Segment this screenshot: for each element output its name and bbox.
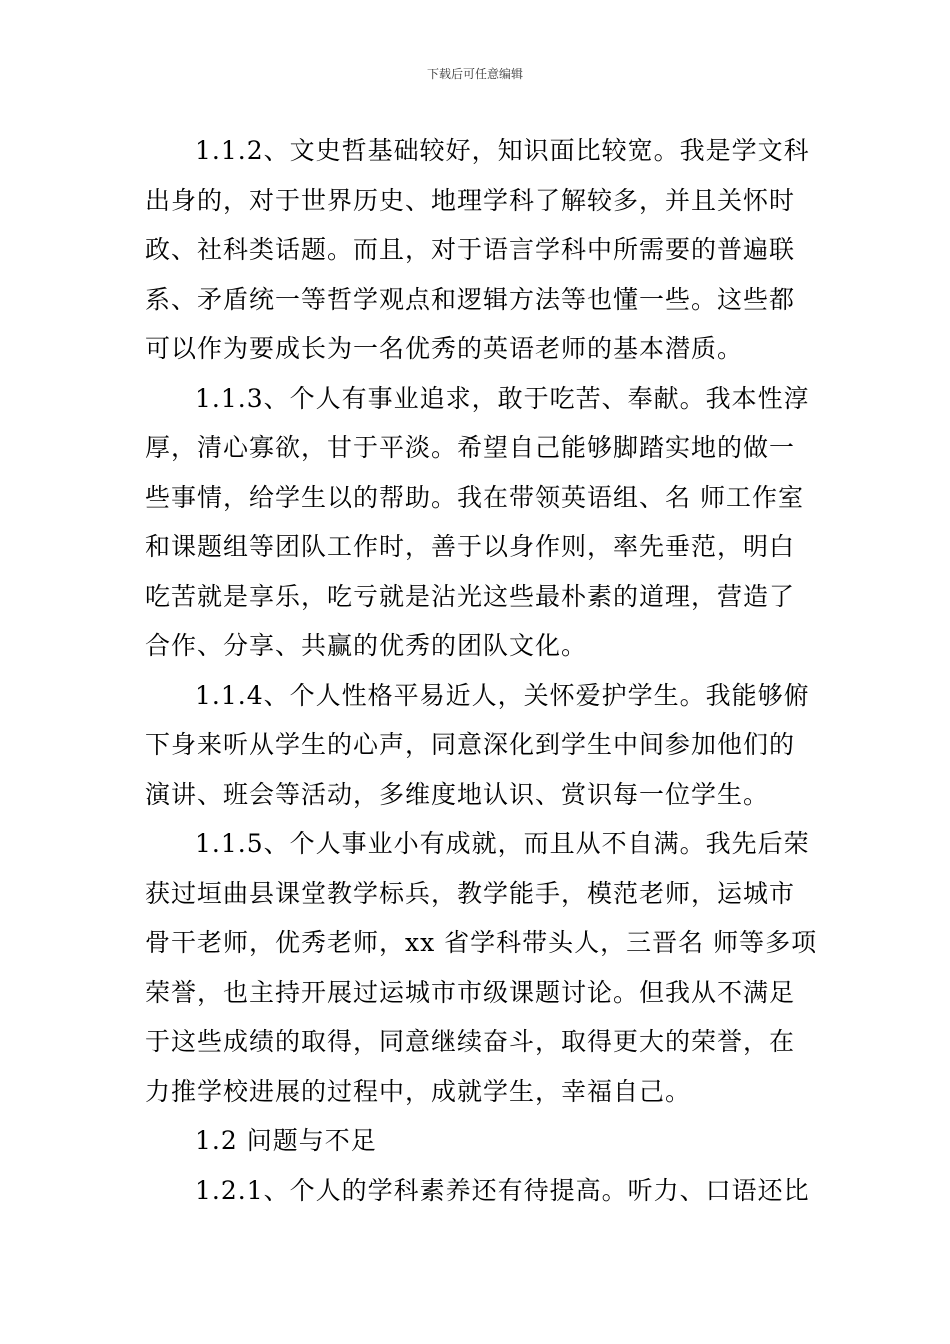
text-line: 荣誉，也主持开展过运城市市级课题讨论。但我从不满足 xyxy=(145,977,796,1007)
text-line: 厚，清心寡欲，甘于平淡。希望自己能够脚踏实地的做一 xyxy=(145,433,796,462)
document-body xyxy=(145,126,818,1215)
text-line: 演讲、班会等活动，多维度地认识、赏识每一位学生。 xyxy=(145,779,770,809)
text-line: 政、社科类话题。而且，对于语言学科中所需要的普遍联 xyxy=(145,235,796,264)
section-heading-1-2 xyxy=(145,1116,807,1166)
text-line: 力推学校进展的过程中，成就学生，幸福自己。 xyxy=(145,1076,692,1106)
text-line: 于这些成绩的取得，同意继续奋斗，取得更大的荣誉，在 xyxy=(145,1027,796,1056)
text-line: 1.2 问题与不足 xyxy=(195,1126,377,1155)
text-line: 1.1.4、个人性格平易近人，关怀爱护学生。我能够俯 xyxy=(195,680,810,710)
text-line: 1.1.5、个人事业小有成就，而且从不自满。我先后荣 xyxy=(195,829,810,858)
paragraph-1-1-3 xyxy=(145,374,810,671)
text-line: 吃苦就是享乐，吃亏就是沾光这些最朴素的道理，营造了 xyxy=(145,581,796,611)
text-line: 合作、分享、共赢的优秀的团队文化。 xyxy=(145,631,588,660)
paragraph-1-1-2 xyxy=(145,126,810,374)
text-line: 1.1.2、文史哲基础较好，知识面比较宽。我是学文科 xyxy=(195,136,810,165)
text-line: 和课题组等团队工作时，善于以身作则，率先垂范，明白 xyxy=(145,532,796,561)
paragraph-1-1-5 xyxy=(145,819,818,1116)
text-line: 获过垣曲县课堂教学标兵，教学能手，模范老师，运城市 xyxy=(145,878,796,908)
text-line: 些事情，给学生以的帮助。我在带领英语组、名 师工作室 xyxy=(145,482,804,512)
text-line: 可以作为要成长为一名优秀的英语老师的基本潜质。 xyxy=(145,334,744,363)
text-line: 1.1.3、个人有事业追求，敢于吃苦、奉献。我本性淳 xyxy=(195,383,810,413)
text-line: 下身来听从学生的心声，同意深化到学生中间参加他们的 xyxy=(145,730,796,759)
paragraph-1-2-1 xyxy=(145,1166,810,1216)
page-header: 下载后可任意编辑 xyxy=(426,67,523,81)
text-line: 系、矛盾统一等哲学观点和逻辑方法等也懂一些。这些都 xyxy=(145,284,796,314)
paragraph-1-1-4 xyxy=(145,671,810,820)
text-line: 出身的，对于世界历史、地理学科了解较多，并且关怀时 xyxy=(145,185,796,215)
text-line: 骨干老师，优秀老师，xx 省学科带头人，三晋名 师等多项 xyxy=(145,928,818,957)
text-line: 1.2.1、个人的学科素养还有待提高。听力、口语还比 xyxy=(195,1175,810,1205)
